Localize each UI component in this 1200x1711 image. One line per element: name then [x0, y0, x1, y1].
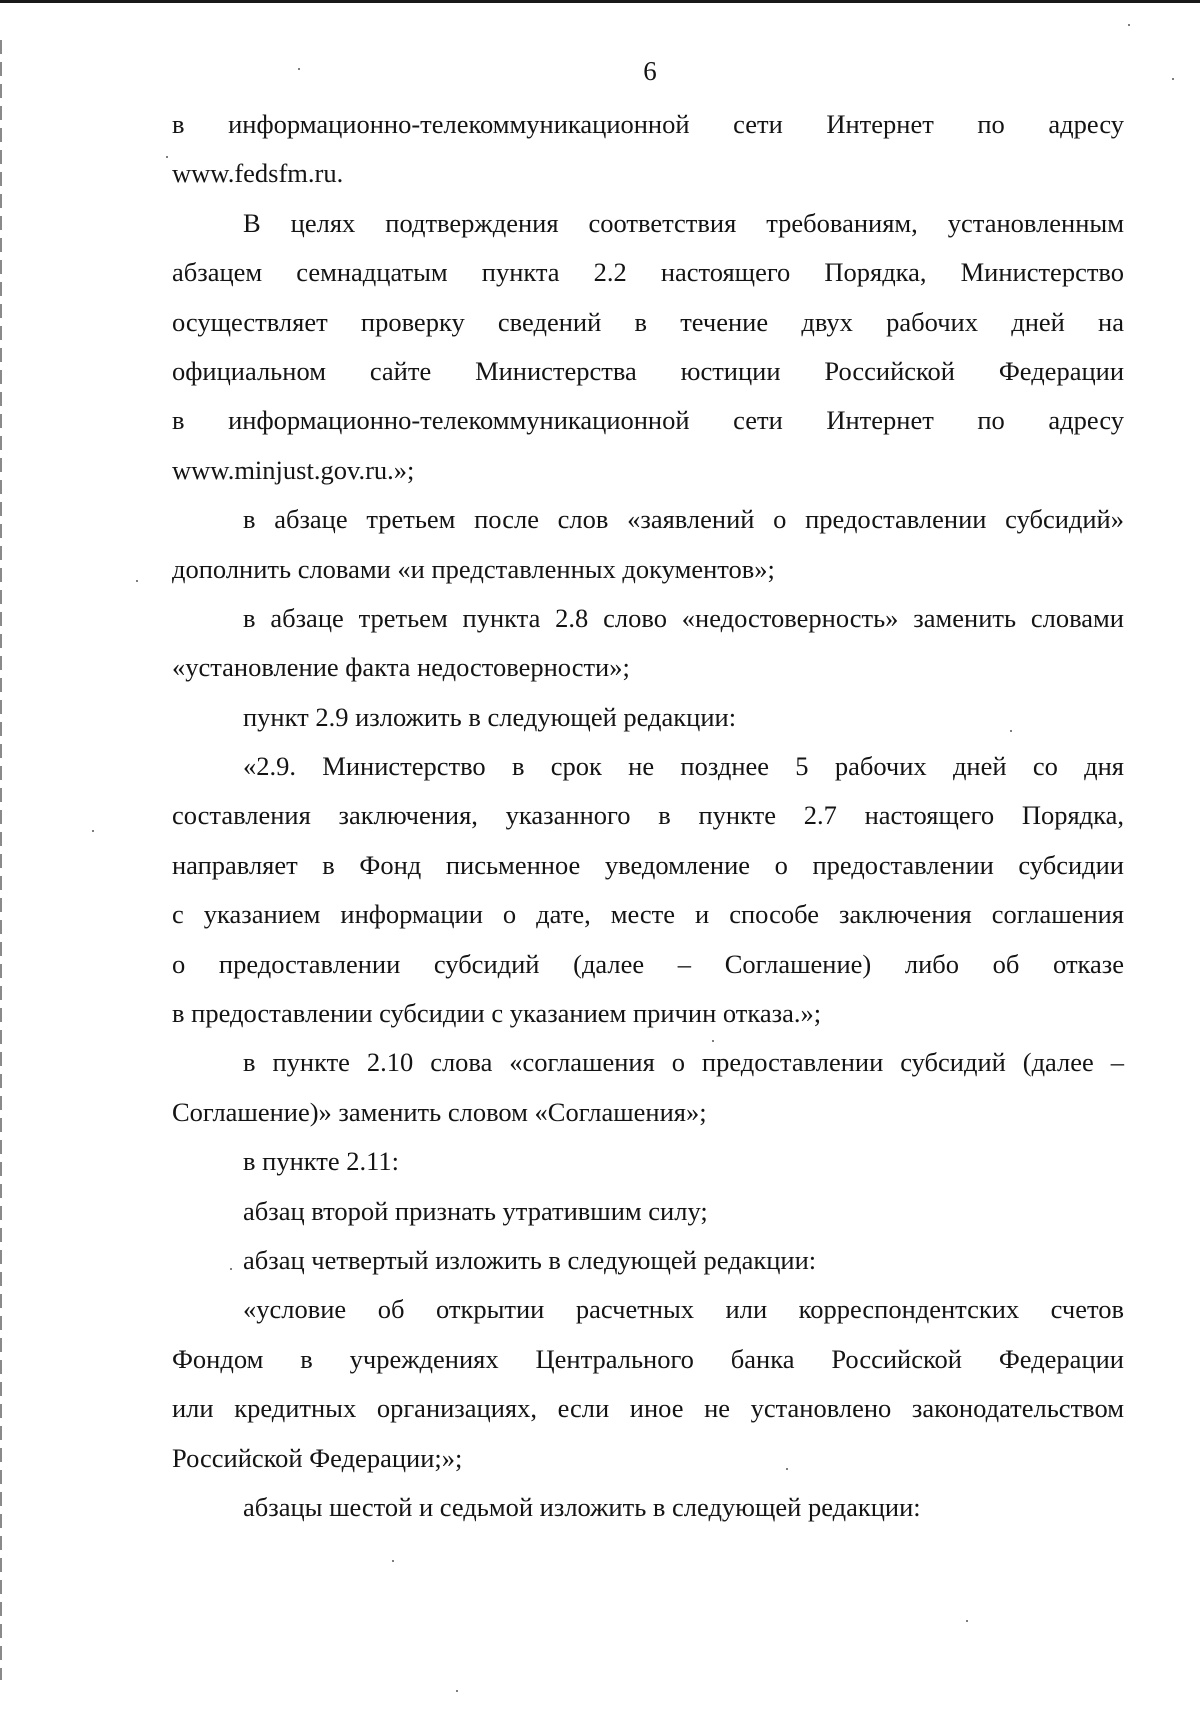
paragraph-start-line: в пункте 2.11: — [243, 1146, 399, 1177]
text-line: официальном сайте Министерства юстиции Российской Федерации — [172, 355, 1124, 386]
text-line: в предоставлении субсидии с указанием причин отказа.»; — [172, 998, 822, 1029]
text-line: дополнить словами «и представленных документов»; — [172, 553, 775, 584]
paragraph-start-line: пункт 2.9 изложить в следующей редакции: — [243, 701, 737, 732]
scan-speck — [966, 1620, 968, 1622]
text-line: направляет в Фонд письменное уведомление о предоставлении субсидии — [172, 849, 1124, 880]
paragraph-start-line: в пункте 2.10 слова «соглашения о предоставлении субсидий (далее – — [243, 1047, 1124, 1078]
scan-speck — [392, 1560, 394, 1562]
document-body — [172, 100, 1124, 1532]
paragraph-start-line: абзац второй признать утратившим силу; — [243, 1195, 708, 1226]
text-line: абзацем семнадцатым пункта 2.2 настоящего Порядка, Министерство — [172, 257, 1124, 288]
paragraph-start-line: «условие об открытии расчетных или корреспондентских счетов — [243, 1294, 1124, 1325]
scan-left-edge — [0, 40, 2, 1680]
scan-speck — [166, 156, 168, 158]
text-line: или кредитных организациях, если иное не установлено законодательством — [172, 1393, 1124, 1424]
text-line: о предоставлении субсидий (далее – Соглашение) либо об отказе — [172, 948, 1124, 979]
scan-speck — [456, 1690, 458, 1692]
scan-top-edge — [0, 0, 1200, 3]
paragraph-start-line: абзацы шестой и седьмой изложить в следующей редакции: — [243, 1491, 921, 1522]
text-line: www.minjust.gov.ru.»; — [172, 454, 415, 485]
scan-speck — [1128, 24, 1130, 26]
text-line: Соглашение)» заменить словом «Соглашения»; — [172, 1096, 707, 1127]
text-line: Фондом в учреждениях Центрального банка Российской Федерации — [172, 1343, 1124, 1374]
text-line: Российской Федерации;»; — [172, 1442, 463, 1473]
page-number: 6 — [643, 56, 657, 86]
text-line: осуществляет проверку сведений в течение двух рабочих дней на — [172, 306, 1124, 337]
text-line: в информационно-телекоммуникационной сети Интернет по адресу — [172, 109, 1124, 139]
text-line: составления заключения, указанного в пункте 2.7 настоящего Порядка, — [172, 800, 1124, 831]
paragraph-start-line: «2.9. Министерство в срок не позднее 5 рабочих дней со дня — [243, 751, 1124, 782]
scan-speck — [136, 580, 138, 582]
text-line: с указанием информации о дате, месте и способе заключения соглашения — [172, 899, 1124, 930]
paragraph-start-line: В целях подтверждения соответствия требованиям, установленным — [243, 207, 1124, 238]
paragraph-start-line: в абзаце третьем после слов «заявлений о предоставлении субсидий» — [243, 504, 1124, 535]
text-line: www.fedsfm.ru. — [172, 158, 344, 189]
scan-speck — [92, 830, 94, 832]
text-line: «установление факта недостоверности»; — [172, 652, 630, 683]
text-line: в информационно-телекоммуникационной сети Интернет по адресу — [172, 405, 1124, 436]
paragraph-start-line: в абзаце третьем пункта 2.8 слово «недостоверность» заменить словами — [243, 602, 1124, 633]
paragraph-start-line: абзац четвертый изложить в следующей редакции: — [243, 1244, 817, 1275]
